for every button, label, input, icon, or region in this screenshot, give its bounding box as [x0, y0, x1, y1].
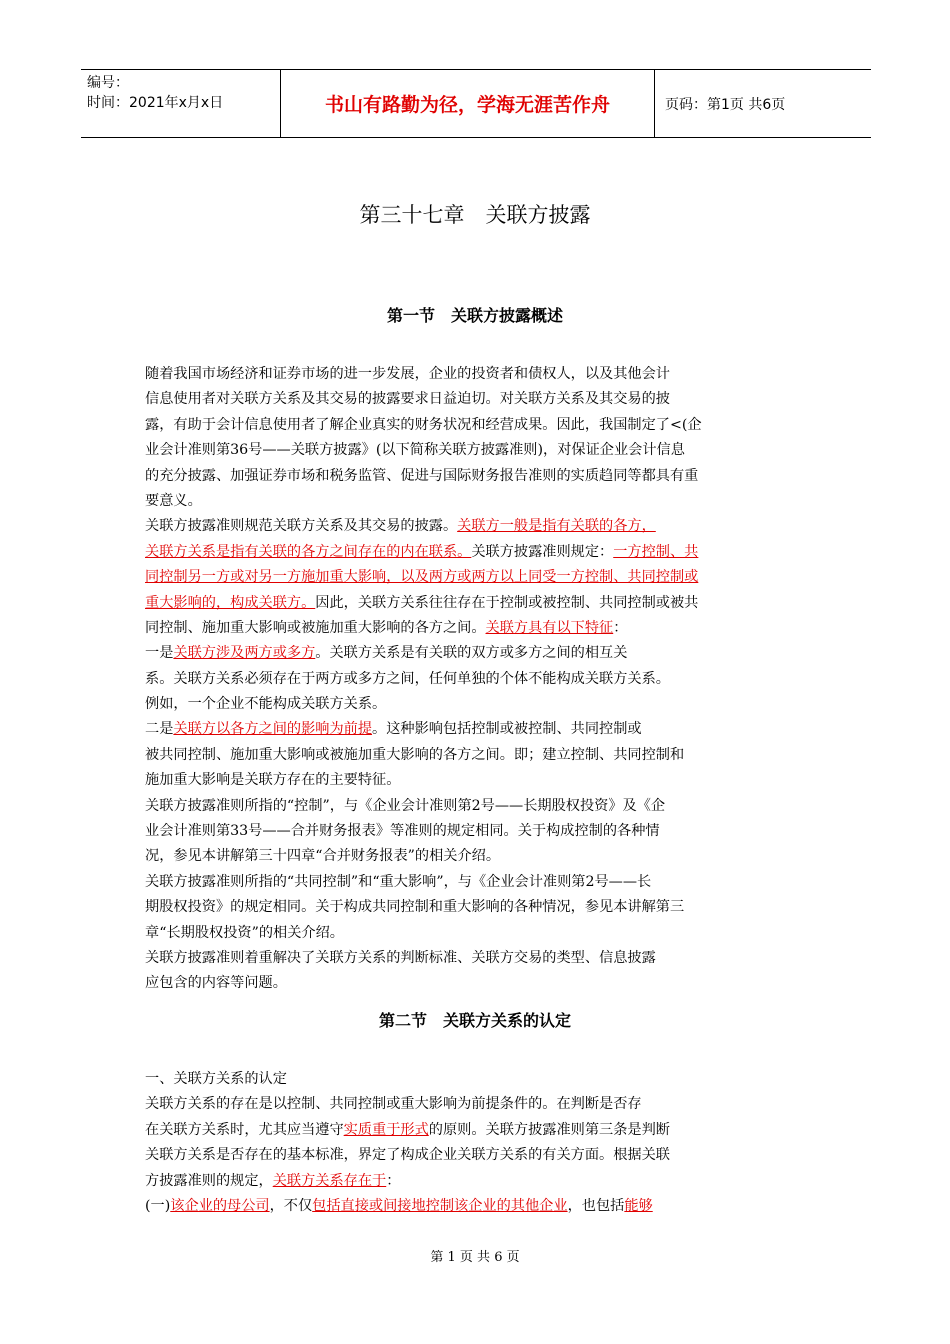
- text-segment: 的原则。关联方披露准则第三条是判断: [428, 1121, 670, 1138]
- highlighted-text: 关联方具有以下特征: [485, 619, 614, 636]
- header-motto: 书山有路勤为径，学海无涯苦作舟: [281, 70, 655, 137]
- paragraph-line: [145, 971, 805, 996]
- document-number: 编号：: [87, 75, 129, 91]
- paragraph-line: [145, 667, 805, 692]
- text-segment: 章“长期股权投资”的相关介绍。: [145, 924, 344, 941]
- highlighted-text: 重大影响的，构成关联方。: [145, 594, 316, 611]
- section-2-title: 第二节 关联方关系的认定: [378, 1011, 571, 1030]
- paragraph-line: [145, 895, 805, 920]
- paragraph-line: [145, 717, 805, 742]
- text-segment: 应包含的内容等问题。: [145, 975, 287, 992]
- text-segment: 关联方披露准则所指的“控制”，与《企业会计准则第2号——长期股权投资》及《企: [145, 797, 666, 814]
- text-segment: ：: [386, 1172, 401, 1189]
- paragraph-line: [145, 946, 805, 971]
- paragraph-line: [145, 692, 805, 717]
- text-segment: 方披露准则的规定，: [145, 1172, 273, 1189]
- chapter-title: 第三十七章 关联方披露: [359, 203, 591, 227]
- text-segment: 期股权投资》的规定相同。关于构成共同控制和重大影响的各种情况，参见本讲解第三: [145, 899, 685, 916]
- text-segment: 关联方披露准则着重解决了关联方关系的判断标准、关联方交易的类型、信息披露: [145, 949, 656, 966]
- paragraph-line: [145, 438, 805, 463]
- text-segment: 被共同控制、施加重大影响或被施加重大影响的各方之间。即；建立控制、共同控制和: [145, 746, 685, 763]
- text-segment: 信息使用者对关联方关系及其交易的披露要求日益迫切。对关联方关系及其交易的披: [145, 391, 670, 408]
- text-segment: ：: [613, 619, 628, 636]
- header-page-number: 页码：第1页 共6页: [665, 96, 786, 113]
- highlighted-text: 一方控制、共: [613, 543, 699, 560]
- text-segment: 露，有助于会计信息使用者了解企业真实的财务状况和经营成果。因此，我国制定了<(企: [145, 416, 702, 433]
- paragraph-line: [145, 819, 805, 844]
- section-2-body: [145, 1067, 805, 1219]
- page-footer: 第 1 页 共 6 页: [430, 1250, 520, 1265]
- paragraph-line: [145, 514, 805, 539]
- text-segment: 业会计准则第36号——关联方披露》(以下简称关联方披露准则)，对保证企业会计信息: [145, 442, 685, 459]
- paragraph-line: [145, 616, 805, 641]
- paragraph-line: [145, 844, 805, 869]
- page-header: [81, 69, 871, 138]
- text-segment: 随着我国市场经济和证券市场的进一步发展，企业的投资者和债权人，以及其他会计: [145, 366, 670, 382]
- text-segment: 二是: [145, 721, 174, 738]
- text-segment: ，也包括: [567, 1197, 625, 1214]
- paragraph-line: [145, 565, 805, 590]
- paragraph-line: [145, 1067, 805, 1092]
- text-segment: 系。关联方关系必须存在于两方或多方之间，任何单独的个体不能构成关联方关系。: [145, 670, 670, 687]
- paragraph-line: [145, 870, 805, 895]
- paragraph-line: [145, 794, 805, 819]
- text-segment: 一是: [145, 645, 174, 662]
- paragraph-line: [145, 921, 805, 946]
- text-segment: ，不仅: [269, 1197, 313, 1214]
- text-segment: 一、关联方关系的认定: [145, 1071, 287, 1087]
- highlighted-text: 关联方关系是指有关联的各方之间存在的内在联系。: [145, 543, 472, 560]
- paragraph-line: [145, 387, 805, 412]
- text-segment: 。这种影响包括控制或被控制、共同控制或: [372, 721, 642, 738]
- text-segment: 在关联方关系时，尤其应当遵守: [145, 1121, 344, 1138]
- highlighted-text: 该企业的母公司: [170, 1197, 270, 1214]
- highlighted-text: 关联方涉及两方或多方: [173, 645, 316, 662]
- highlighted-text: 能够: [624, 1197, 653, 1214]
- text-segment: 。关联方关系是有关联的双方或多方之间的相互关: [315, 645, 628, 662]
- text-segment: 关联方披露准则规定：: [471, 543, 614, 560]
- paragraph-line: [145, 540, 805, 565]
- highlighted-text: 同控制另一方或对另一方施加重大影响，以及两方或两方以上同受一方控制、共同控制或: [145, 569, 699, 586]
- text-segment: 因此，关联方关系往往存在于控制或被控制、共同控制或被共: [315, 594, 699, 611]
- paragraph-line: [145, 768, 805, 793]
- text-segment: 例如，一个企业不能构成关联方关系。: [145, 696, 387, 713]
- paragraph-line: [145, 1143, 805, 1168]
- header-meta: [81, 70, 281, 137]
- paragraph-line: [145, 489, 805, 514]
- paragraph-line: [145, 641, 805, 666]
- highlighted-text: 实质重于形式: [343, 1121, 429, 1138]
- text-segment: 同控制、施加重大影响或被施加重大影响的各方之间。: [145, 619, 486, 636]
- paragraph-line: [145, 1169, 805, 1194]
- text-segment: 关联方关系是否存在的基本标准，界定了构成企业关联方关系的有关方面。根据关联: [145, 1147, 670, 1164]
- text-segment: 施加重大影响是关联方存在的主要特征。: [145, 772, 401, 789]
- text-segment: 关联方披露准则所指的“共同控制”和“重大影响”，与《企业会计准则第2号——长: [145, 873, 652, 890]
- section-1-body: [145, 362, 805, 997]
- paragraph-line: [145, 591, 805, 616]
- paragraph-line: [145, 362, 805, 387]
- paragraph-line: [145, 413, 805, 438]
- paragraph-line: [145, 1118, 805, 1143]
- highlighted-text: 关联方关系存在于: [272, 1172, 387, 1189]
- text-segment: 关联方披露准则规范关联方关系及其交易的披露。: [145, 518, 458, 535]
- paragraph-line: [145, 743, 805, 768]
- paragraph-line: [145, 464, 805, 489]
- highlighted-text: 包括直接或间接地控制该企业的其他企业: [312, 1197, 568, 1214]
- highlighted-text: 关联方以各方之间的影响为前提: [173, 721, 373, 738]
- highlighted-text: 关联方一般是指有关联的各方，: [457, 518, 656, 535]
- paragraph-line: [145, 1194, 805, 1219]
- text-segment: 关联方关系的存在是以控制、共同控制或重大影响为前提条件的。在判断是否存: [145, 1096, 642, 1113]
- text-segment: 要意义。: [145, 492, 202, 509]
- text-segment: 的充分披露、加强证券市场和税务监管、促进与国际财务报告准则的实质趋同等都具有重: [145, 467, 699, 484]
- text-segment: 况，参见本讲解第三十四章“合并财务报表”的相关介绍。: [145, 848, 501, 865]
- text-segment: (一): [145, 1197, 171, 1214]
- section-1-title: 第一节 关联方披露概述: [386, 306, 563, 325]
- text-segment: 业会计准则第33号——合并财务报表》等准则的规定相同。关于构成控制的各种情: [145, 823, 660, 840]
- document-date: 时间：2021年x月x日: [87, 95, 224, 111]
- paragraph-line: [145, 1092, 805, 1117]
